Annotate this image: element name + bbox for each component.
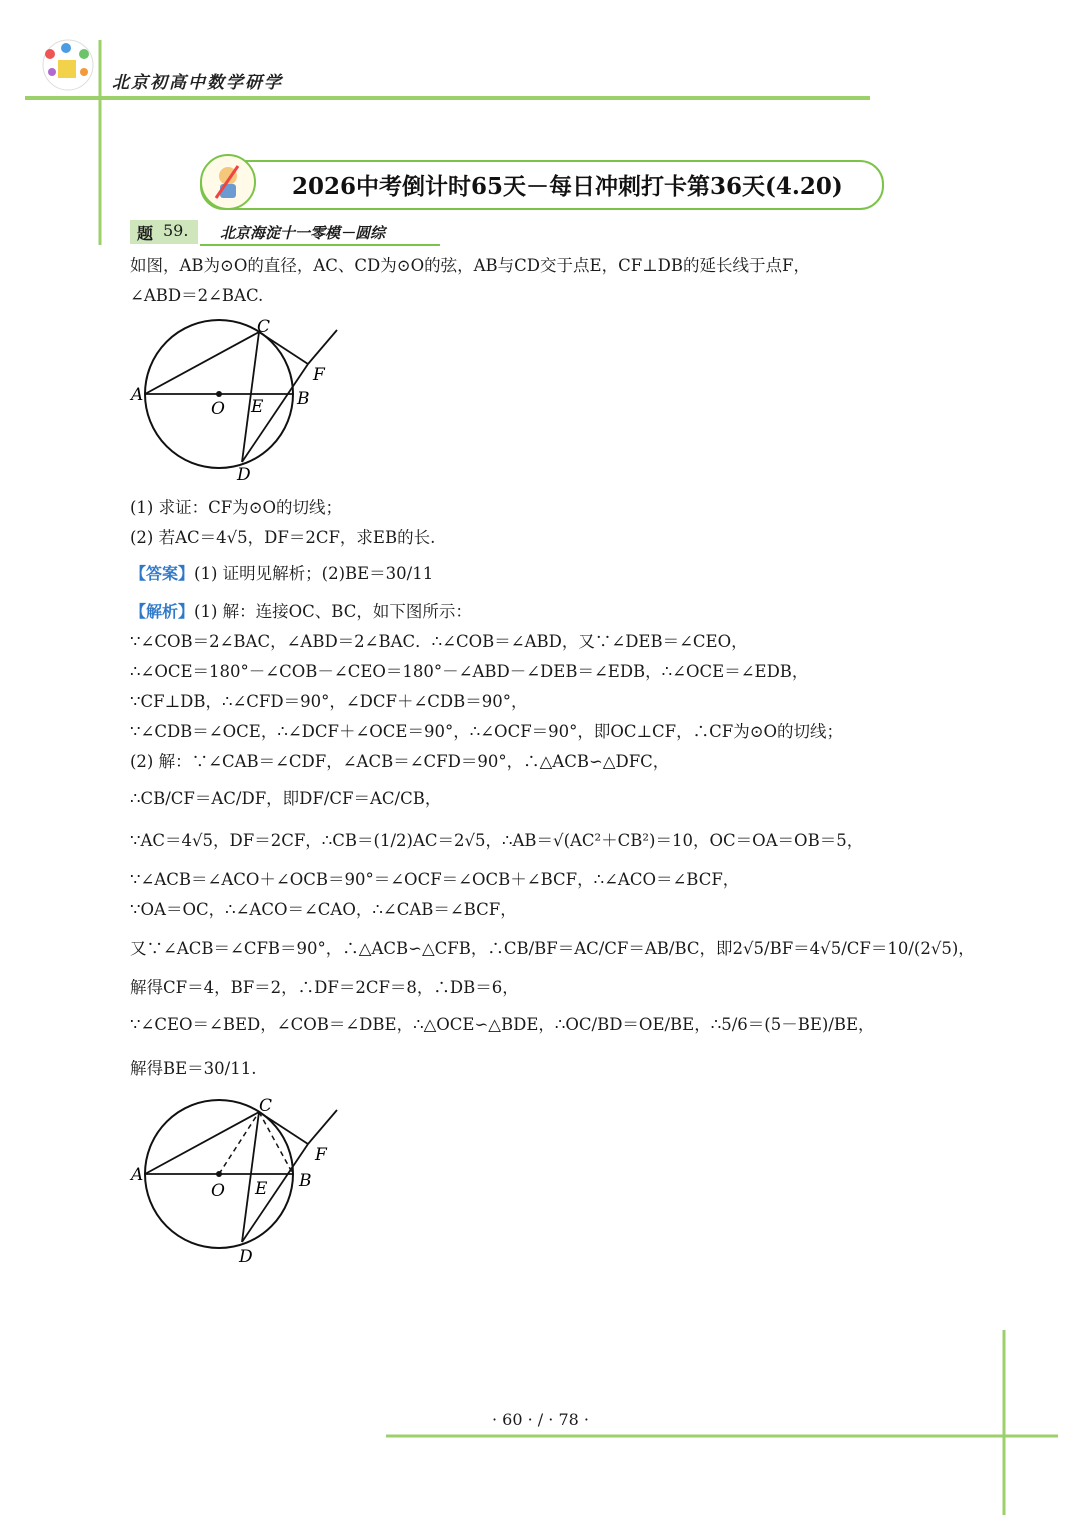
analysis-line-11: 解得CF＝4，BF＝2，∴DF＝2CF＝8，∴DB＝6， <box>130 978 519 997</box>
analysis-line-7: ∵AC＝4√5，DF＝2CF，∴CB＝(1/2)AC＝2√5，∴AB＝√(AC²＋CB²)＝10，OC＝OA＝OB＝5， <box>130 831 864 850</box>
analysis-line-0: 【解析】(1) 解：连接OC、BC，如下图所示： <box>130 602 472 621</box>
label-D: D <box>237 465 251 485</box>
analysis-line-8: ∵∠ACB＝∠ACO＋∠OCB＝90°＝∠OCF＝∠OCB＋∠BCF，∴∠ACO＝∠BCF， <box>130 870 740 889</box>
label-E: E <box>251 397 264 417</box>
label-B: B <box>297 389 310 409</box>
question-stem-line-2: ∠ABD＝2∠BAC. <box>130 286 264 305</box>
analysis-line-9: ∵OA＝OC，∴∠ACO＝∠CAO，∴∠CAB＝∠BCF， <box>130 900 517 919</box>
label-O: O <box>211 399 225 419</box>
geometry-figure-1 <box>125 312 355 487</box>
question-number: 59. <box>163 221 189 240</box>
label-E: E <box>255 1179 268 1199</box>
page-number: · 60 · / · 78 · <box>492 1410 589 1429</box>
analysis-line-1: ∵∠COB＝2∠BAC，∠ABD＝2∠BAC．∴∠COB＝∠ABD，又∵∠DEB＝∠CEO， <box>130 632 748 651</box>
label-C: C <box>257 317 271 337</box>
brand-logo <box>36 38 100 92</box>
analysis-line-4: ∵∠CDB＝∠OCE，∴∠DCF＋∠OCE＝90°，∴∠OCF＝90°，即OC⊥CF，∴CF为⊙O的切线； <box>130 722 844 741</box>
page-title: 2026中考倒计时65天－每日冲刺打卡第36天(4.20) <box>292 173 843 200</box>
answer-label: 【答案】 <box>130 564 195 583</box>
analysis-label: 【解析】 <box>130 602 195 621</box>
analysis-line-10: 又∵∠ACB＝∠CFB＝90°，∴△ACB∽△CFB，∴CB/BF＝AC/CF＝AB/BC，即2√5/BF＝4√5/CF＝10/(2√5)， <box>130 939 975 958</box>
analysis-line-13: 解得BE＝30/11. <box>130 1059 257 1078</box>
question-tag: 题 <box>137 224 154 243</box>
question-part-2: (2) 若AC＝4√5，DF＝2CF，求EB的长. <box>130 528 436 547</box>
answer-line <box>130 563 433 585</box>
mascot-icon <box>198 152 258 212</box>
analysis-line-5: (2) 解：∵∠CAB＝∠CDF，∠ACB＝∠CFD＝90°，∴△ACB∽△DFC， <box>130 752 670 771</box>
analysis-line-6: ∴CB/CF＝AC/DF，即DF/CF＝AC/CB， <box>130 789 442 808</box>
label-C: C <box>259 1096 273 1116</box>
question-part-1: (1) 求证：CF为⊙O的切线； <box>130 498 343 517</box>
label-A: A <box>131 1165 144 1185</box>
analysis-line-12: ∵∠CEO＝∠BED，∠COB＝∠DBE，∴△OCE∽△BDE，∴OC/BD＝OE/BE，∴5/6＝(5－BE)/BE， <box>130 1015 875 1034</box>
label-B: B <box>299 1171 312 1191</box>
label-A: A <box>131 385 144 405</box>
answer-text: (1) 证明见解析；(2)BE＝30/11 <box>194 564 434 583</box>
label-O: O <box>211 1181 225 1201</box>
label-D: D <box>239 1247 253 1267</box>
question-stem-line-1: 如图，AB为⊙O的直径，AC、CD为⊙O的弦，AB与CD交于点E，CF⊥DB的延长线于点F， <box>130 256 810 275</box>
analysis-line-2: ∴∠OCE＝180°－∠COB－∠CEO＝180°－∠ABD－∠DEB＝∠EDB，∴∠OCE＝∠EDB， <box>130 662 809 681</box>
label-F: F <box>313 365 325 385</box>
geometry-figure-2 <box>125 1092 355 1267</box>
label-F: F <box>315 1145 327 1165</box>
analysis-line-3: ∵CF⊥DB，∴∠CFD＝90°，∠DCF＋∠CDB＝90°， <box>130 692 528 711</box>
brand-name: 北京初高中数学研学 <box>112 73 283 93</box>
question-source: 北京海淀十一零模－圆综 <box>220 224 386 242</box>
